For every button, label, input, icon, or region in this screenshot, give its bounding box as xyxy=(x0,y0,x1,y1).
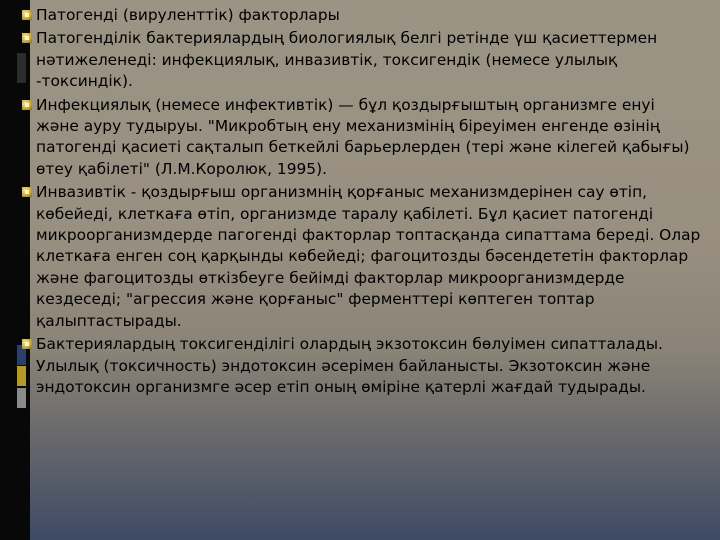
bullet-item xyxy=(30,28,702,92)
bullet-text: Бактериялардың токсигенділігі олардың экзотоксин бөлуімен сипатталады. Улылық (токсичность) эндотоксин әсерімен байланысты. Экзотоксин және эндотоксин организмге әсер етіп оның өміріне қатерлі жағдай тудырады. xyxy=(36,335,663,396)
left-decorative-strip xyxy=(0,0,30,540)
accent-block-gold xyxy=(17,366,26,386)
bullet-text: Патогенді (вируленттік) факторлары xyxy=(36,6,340,24)
bullet-text: Патогенділік бактериялардың биологиялық белгі ретінде үш қасиеттермен нәтижеленеді: инфекциялық, инвазивтік, токсигендік (немесе улылық -токсиндік). xyxy=(36,29,658,91)
bullet-marker-icon xyxy=(22,100,32,110)
accent-block-gray xyxy=(17,388,26,408)
bullet-text: Инфекциялық (немесе инфективтік) — бұл қоздырғыштың организмге енуі және ауру тудыруы. "Микробтың ену механизмінің біреуімен енгенде өзінің патогенді қасиеті сақталып беткейлі барьерлерден (тері және кілегей қабығы) өтеу қабілеті" (Л.М.Королюк, 1995). xyxy=(36,95,690,178)
bullet-marker-icon xyxy=(22,33,32,43)
bullet-marker-icon xyxy=(22,187,32,197)
bullet-item xyxy=(30,5,702,26)
bullet-marker-icon xyxy=(22,339,32,349)
bullet-item xyxy=(30,95,702,181)
accent-block-dark xyxy=(17,53,26,83)
bullet-text: Инвазивтік - қоздырғыш организмнің қорғаныс механизмдерінен сау өтіп, көбейеді, клеткаға өтіп, организмде таралу қабілеті. Бұл қасиет патогенді микроорганизмдерде пагогенді факторлар топтасқанда сипаттама береді. Олар клеткаға енген соң қарқынды көбейеді; фагоцитозды бәсендететін факторлар және фагоцитозды өткізбеуге бейімді факторлар микроорганизмдерде кездеседі; "агрессия және қорғаныс" ферменттері көптеген топтар қалыптастырады. xyxy=(36,183,701,330)
bullet-item xyxy=(30,182,702,332)
bullet-list xyxy=(30,5,702,400)
bullet-item xyxy=(30,334,702,398)
bullet-marker-icon xyxy=(22,10,32,20)
